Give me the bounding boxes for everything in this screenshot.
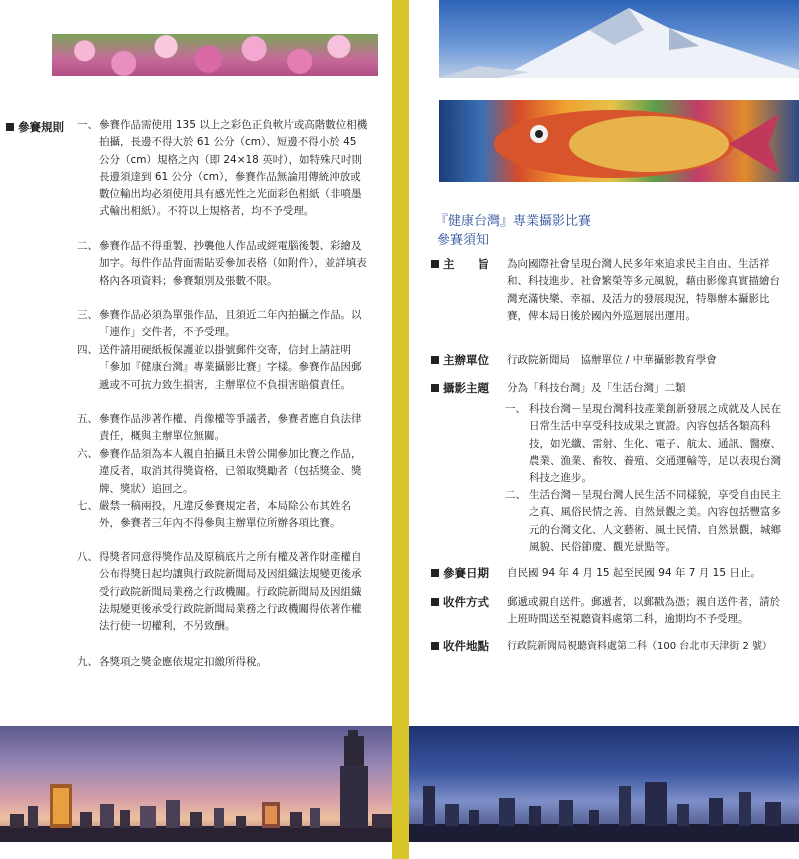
right-panel [409,0,799,859]
rule-text: 嚴禁一稿兩投，凡違反參賽規定者，本局除公布其姓名外，參賽者三年內不得參與主辦單位所辦各項比賽。 [99,500,351,530]
rule-number: 五、 [77,413,98,425]
rule-item [77,117,369,221]
square-bullet-icon [431,642,439,650]
rule-item [77,498,369,533]
section-label: 攝影主題 [431,380,489,397]
contest-title [435,212,591,250]
rule-item [77,446,369,498]
rule-text: 參賽作品必須為單張作品，且須近二年內拍攝之作品。以「連作」交件者，不予受理。 [99,309,362,339]
rule-number: 七、 [77,500,98,512]
rule-text: 得獎者同意得獎作品及原稿底片之所有權及著作財產權自公布得獎日起均讓與行政院新聞局及因組織法規變更後承受行政院新聞局業務之行政機關。行政院新聞局及因組織法規變更後承受行政院新聞局業務之行政機關得依著作權法行使一切權利，不另致酬。 [99,551,362,633]
square-bullet-icon [431,384,439,392]
square-bullet-icon [431,598,439,606]
rule-text: 參賽作品需使用 135 以上之彩色正負軟片或高階數位相機拍攝，長邊不得大於 61 公分（cm）、短邊不得小於 45 公分（cm）規格之內（即 24×18 英吋），如特殊尺吋則長邊須達到 61 公分（cm），參賽作品無論用傳統沖放或數位輸出均必須使用具有感光性之光面彩色相紙（非噴墨式輸出相紙）。不符以上規格者，均不予受理。 [99,119,368,218]
rule-text: 參賽作品涉著作權、肖像權等爭議者，參賽者應自負法律責任，概與主辦單位無關。 [99,413,362,443]
city-skyline-night-photo [409,726,799,842]
contest-title-line2: 參賽須知 [437,233,490,248]
rule-item [77,654,369,671]
section-label: 主 旨 [431,256,489,273]
rule-text: 各獎項之獎金應依規定扣繳所得稅。 [99,656,267,668]
rule-item [77,342,369,394]
square-bullet-icon [6,123,14,131]
square-bullet-icon [431,356,439,364]
section-text: 郵遞或親自送件。郵遞者，以郵戳為憑；親自送件者，請於上班時間送至視聽資料處第二科，逾期均不予受理。 [507,596,780,626]
section-text: 為向國際社會呈現台灣人民多年來追求民主自由、生活祥和、科技進步、社會繁榮等多元風貌，藉由影像真實描繪台灣充滿快樂、幸福、及活力的發展現況，特舉辦本攝影比賽，俾本局日後於國內外巡迴展出運用。 [507,258,780,322]
section-text: 分為「科技台灣」及「生活台灣」二類 [507,382,686,394]
festival-fish-lantern-photo [439,100,799,182]
theme-item [505,401,785,487]
square-bullet-icon [431,569,439,577]
theme-text: 生活台灣－呈現台灣人民生活不同樣貌，享受自由民主之真、風俗民情之善、自然景觀之美。內容包括豐富多元的台灣文化、人文藝術、風土民情、自然景觀，城鄉風貌、民俗節慶、觀光景點等。 [529,489,781,553]
square-bullet-icon [431,260,439,268]
section-label: 收件地點 [431,638,489,655]
flowers-photo [52,34,378,76]
contest-title-line1: 『健康台灣』專業攝影比賽 [435,214,592,229]
rule-number: 二、 [77,240,98,252]
rule-number: 三、 [77,309,98,321]
section-text: 自民國 94 年 4 月 15 起至民國 94 年 7 月 15 日止。 [507,567,761,579]
rule-number: 八、 [77,551,98,563]
section-label: 主辦單位 [431,352,489,369]
rule-text: 參賽作品不得重製、抄襲他人作品或經電腦後製、彩繪及加字。每件作品背面需貼妥參加表格（如附件），並詳填表格內各項資料；參賽類別及張數不限。 [99,240,367,287]
rule-text: 參賽作品須為本人親自拍攝且未曾公開參加比賽之作品，違反者，取消其得獎資格，已領取獎勵者（包括獎金、獎牌、獎狀）追回之。 [99,448,362,495]
rule-item [77,307,369,342]
rules-heading: 參賽規則 [6,119,64,135]
theme-number: 一、 [505,403,526,415]
theme-item [505,487,785,556]
rule-number: 六、 [77,448,98,460]
section-label: 參賽日期 [431,565,489,582]
rule-item [77,549,369,635]
city-skyline-dusk-photo [0,726,392,842]
theme-text: 科技台灣－呈現台灣科技產業創新發展之成就及人民在日常生活中享受科技成果之實證。內容包括各類高科技，如光纖、雷射、生化、電子、航太、通訊、醫療、農業、漁業、畜牧、養殖、交通運輸等，足以表現台灣科技之進步。 [529,403,781,485]
rule-number: 一、 [77,119,98,131]
left-panel [0,0,392,859]
rule-item [77,411,369,446]
rule-item [77,238,369,290]
snow-mountain-photo [439,0,799,78]
rule-text: 送件請用硬紙板保護並以掛號郵件交寄，信封上請註明「參加『健康台灣』專業攝影比賽」字樣。參賽作品因郵遞或不可抗力致生損害，主辦單位不負損害賠償責任。 [99,344,362,391]
section-label: 收件方式 [431,594,489,611]
section-text: 行政院新聞局 協辦單位 / 中華攝影教育學會 [507,354,717,366]
theme-number: 二、 [505,489,526,501]
section-text: 行政院新聞局視聽資料處第二科（100 台北市天津街 2 號） [507,641,772,652]
rule-number: 九、 [77,656,98,668]
rule-number: 四、 [77,344,98,356]
